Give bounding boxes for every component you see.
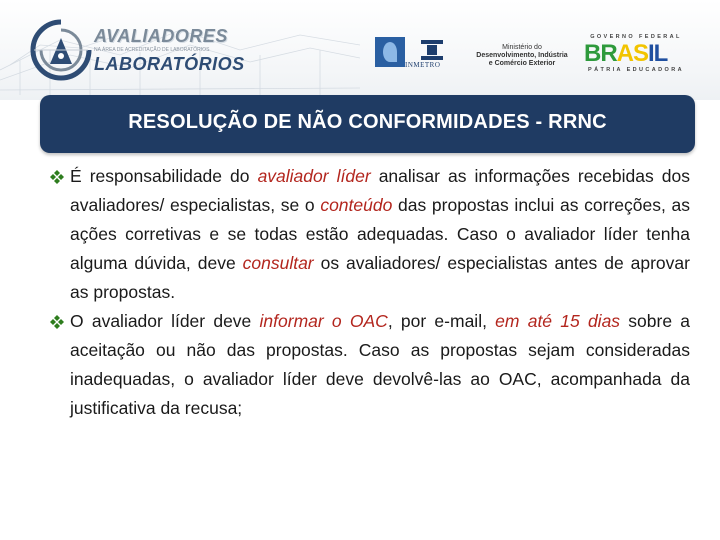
highlighted-text: informar o OAC [259, 311, 388, 331]
ministerio-line-3: e Comércio Exterior [488, 60, 556, 67]
brasil-word-part: IL [648, 40, 668, 67]
avaliadores-logo [28, 16, 258, 86]
highlighted-text: conteúdo [320, 195, 393, 215]
inmetro-label: INMETRO [405, 61, 441, 69]
body-text: , por e-mail, [387, 311, 496, 331]
body-text: É responsabilidade do [70, 166, 258, 186]
logo-word-top: AVALIADORES [94, 26, 228, 46]
diamond-bullet-icon [50, 170, 64, 184]
avaliadores-emblem-icon [28, 16, 94, 86]
brasil-top-label: GOVERNO FEDERAL [590, 34, 682, 40]
slide-body [50, 162, 690, 423]
bullet-item [50, 162, 690, 307]
body-text: sobre a aceitação ou não das propostas. Caso as propostas sejam consideradas inadequadas, o avaliador líder deve devolvê-las ao OAC, acompanhada da justificativa da recusa; [70, 311, 691, 418]
body-text: analisar as informações recebidas dos avaliadores/ especialistas, se o [70, 166, 690, 215]
body-text: os avaliadores/ especialistas antes de aprovar as propostas. [70, 253, 690, 302]
highlighted-text: avaliador líder [257, 166, 371, 186]
brasil-logo [584, 34, 704, 78]
title-banner [40, 95, 695, 153]
brasil-word-part: BR [584, 40, 617, 67]
logo-subline: NA ÁREA DE ACREDITAÇÃO DE LABORATÓRIOS [94, 47, 210, 53]
brasil-bottom-label: PÁTRIA EDUCADORA [588, 67, 684, 73]
brasil-word-part: AS [616, 40, 649, 67]
slide-title: RESOLUÇÃO DE NÃO CONFORMIDADES - RRNC [128, 111, 607, 133]
ministerio-text [462, 44, 582, 68]
ministerio-line-2: Desenvolvimento, Indústria [476, 52, 568, 59]
inmetro-emblem-icon [417, 39, 447, 61]
body-text: das propostas inclui as correções, as ações corretivas e se todas estão adequadas. Caso o avaliador líder tenha alguma dúvida, deve [70, 195, 690, 273]
brasil-wordmark [584, 41, 688, 67]
highlighted-text: em até 15 dias [495, 311, 621, 331]
diamond-bullet-icon [50, 315, 64, 329]
body-text: O avaliador líder deve [70, 311, 260, 331]
header-band [0, 0, 720, 100]
ministerio-line-1: Ministério do [502, 44, 542, 51]
inmetro-square-icon [375, 37, 405, 67]
highlighted-text: consultar [242, 253, 314, 273]
inmetro-logo [375, 35, 465, 75]
logo-word-bottom: LABORATÓRIOS [94, 54, 245, 74]
bullet-item [50, 307, 690, 423]
